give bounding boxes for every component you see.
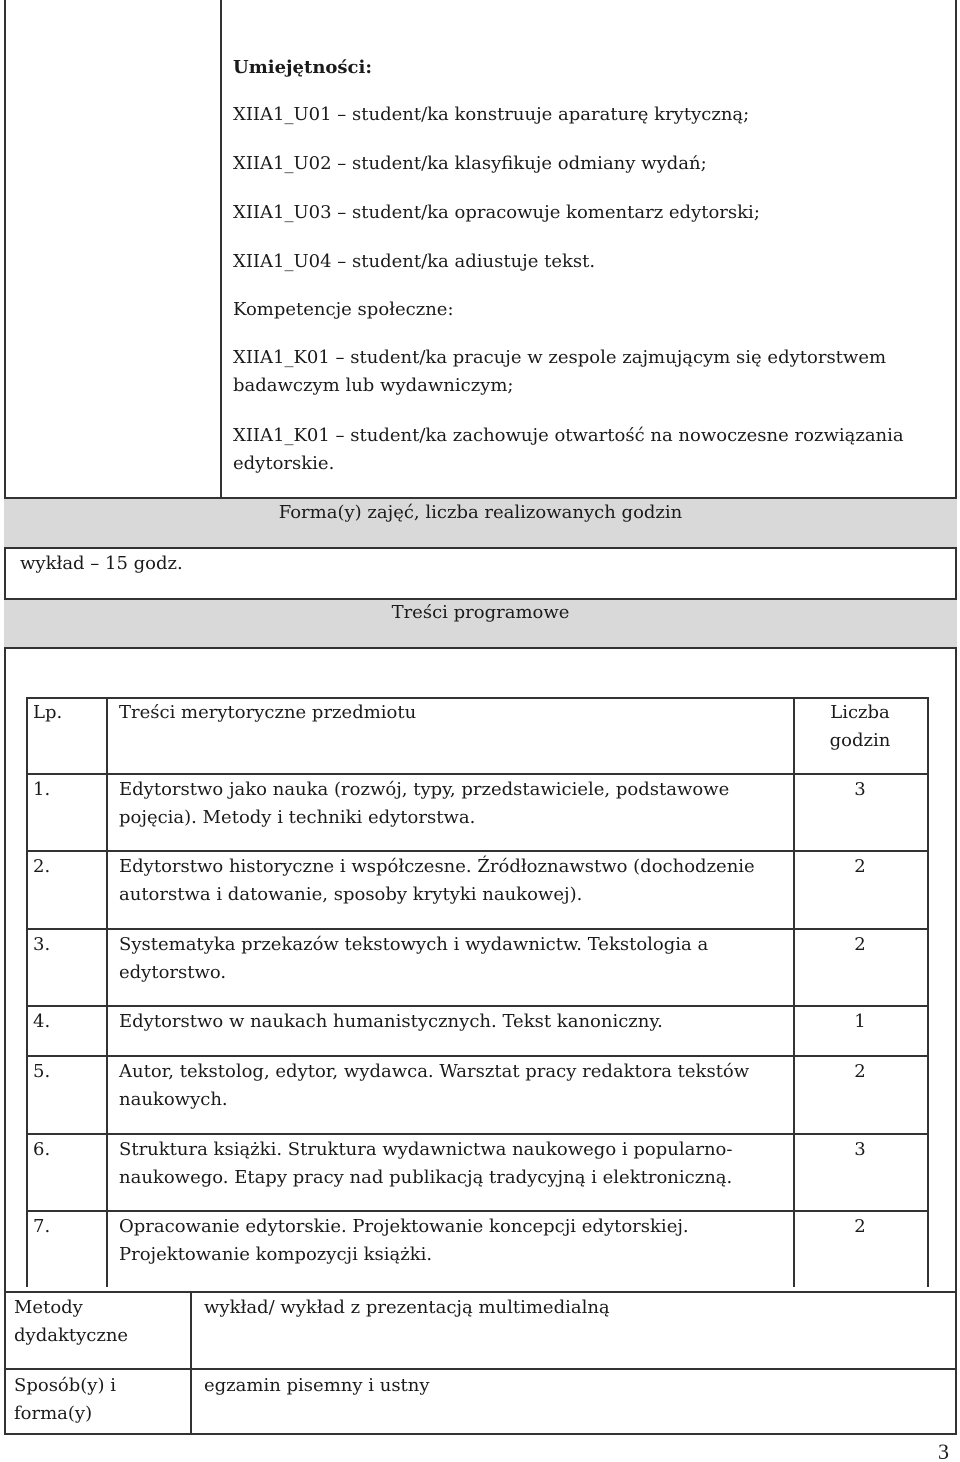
program-row-divider <box>26 850 929 852</box>
outer-border-bottom <box>4 1433 957 1435</box>
assessment-top-line <box>4 1368 957 1370</box>
skill-item: XIIA1_U01 – student/ka konstruuje aparaturę krytyczną; <box>233 104 750 125</box>
table-row-content: Struktura książki. Struktura wydawnictwa naukowego i popularno-naukowego. Etapy pracy nad publikacją tradycyjną i elektroniczną. <box>119 1139 733 1188</box>
program-header: Treści programowe <box>391 602 570 623</box>
skills-cell-divider <box>220 0 222 498</box>
table-row-content: Opracowanie edytorskie. Projektowanie koncepcji edytorskiej. Projektowanie kompozycji książki. <box>119 1216 689 1265</box>
skill-item: XIIA1_U03 – student/ka opracowuje komentarz edytorski; <box>233 202 760 223</box>
table-row-content: Edytorstwo w naukach humanistycznych. Tekst kanoniczny. <box>119 1011 663 1032</box>
table-row-content: Autor, tekstolog, edytor, wydawca. Warsztat pracy redaktora tekstów naukowych. <box>119 1061 750 1110</box>
program-row-divider <box>26 1210 929 1212</box>
forms-value: wykład – 15 godz. <box>20 553 183 574</box>
col-header-hours: Liczba godzin <box>829 702 891 751</box>
table-row-hours: 3 <box>854 779 866 800</box>
program-row-divider <box>26 1133 929 1135</box>
skill-item: XIIA1_U02 – student/ka klasyfikuje odmiany wydań; <box>233 153 707 174</box>
table-row-content: Edytorstwo jako nauka (rozwój, typy, przedstawiciele, podstawowe pojęcia). Metody i techniki edytorstwa. <box>119 779 730 828</box>
table-row-content: Edytorstwo historyczne i współczesne. Źródłoznawstwo (dochodzenie autorstwa i datowanie, sposoby krytyki naukowej). <box>119 856 755 905</box>
skill-item: XIIA1_U04 – student/ka adiustuje tekst. <box>233 251 596 272</box>
social-item: XIIA1_K01 – student/ka pracuje w zespole zajmującym się edytorstwem badawczym lub wydawniczym; <box>233 347 887 396</box>
assessment-value: egzamin pisemny i ustny <box>204 1375 430 1396</box>
table-row-lp: 5. <box>33 1061 51 1082</box>
outer-border-right <box>955 0 957 1435</box>
table-row-lp: 6. <box>33 1139 51 1160</box>
program-row-divider <box>26 1055 929 1057</box>
methods-value: wykład/ wykład z prezentacją multimedialną <box>204 1297 610 1318</box>
forms-header: Forma(y) zajęć, liczba realizowanych godzin <box>278 502 683 523</box>
table-row-hours: 1 <box>854 1011 866 1032</box>
col-header-lp: Lp. <box>33 702 63 723</box>
table-row-hours: 2 <box>854 1216 866 1237</box>
program-col-divider-1 <box>106 697 108 1287</box>
table-row-content: Systematyka przekazów tekstowych i wydawnictw. Tekstologia a edytorstwo. <box>119 934 709 983</box>
social-item: XIIA1_K01 – student/ka zachowuje otwartość na nowoczesne rozwiązania edytorskie. <box>233 425 904 474</box>
forms-header-bottom-line <box>4 547 957 549</box>
assessment-label: Sposób(y) i forma(y) <box>14 1375 116 1424</box>
table-row-hours: 2 <box>854 1061 866 1082</box>
table-row-lp: 7. <box>33 1216 51 1237</box>
methods-top-line <box>4 1291 957 1293</box>
program-table-left-line <box>26 697 28 1287</box>
col-header-content: Treści merytoryczne przedmiotu <box>119 702 417 723</box>
outer-border-left <box>4 0 6 1435</box>
table-row-lp: 1. <box>33 779 51 800</box>
social-heading: Kompetencje społeczne: <box>233 299 454 320</box>
skills-heading: Umiejętności: <box>233 57 372 78</box>
program-header-bottom-line <box>4 647 957 649</box>
table-row-hours: 2 <box>854 856 866 877</box>
methods-label: Metody dydaktyczne <box>14 1297 129 1346</box>
table-row-lp: 3. <box>33 934 51 955</box>
program-row-divider <box>26 773 929 775</box>
table-row-hours: 3 <box>854 1139 866 1160</box>
program-table-right-line <box>927 697 929 1287</box>
table-row-lp: 4. <box>33 1011 51 1032</box>
program-row-divider <box>26 1005 929 1007</box>
methods-label-divider <box>190 1291 192 1434</box>
table-row-hours: 2 <box>854 934 866 955</box>
table-row-lp: 2. <box>33 856 51 877</box>
page-number: 3 <box>938 1439 949 1462</box>
program-row-divider <box>26 928 929 930</box>
program-col-divider-2 <box>793 697 795 1287</box>
